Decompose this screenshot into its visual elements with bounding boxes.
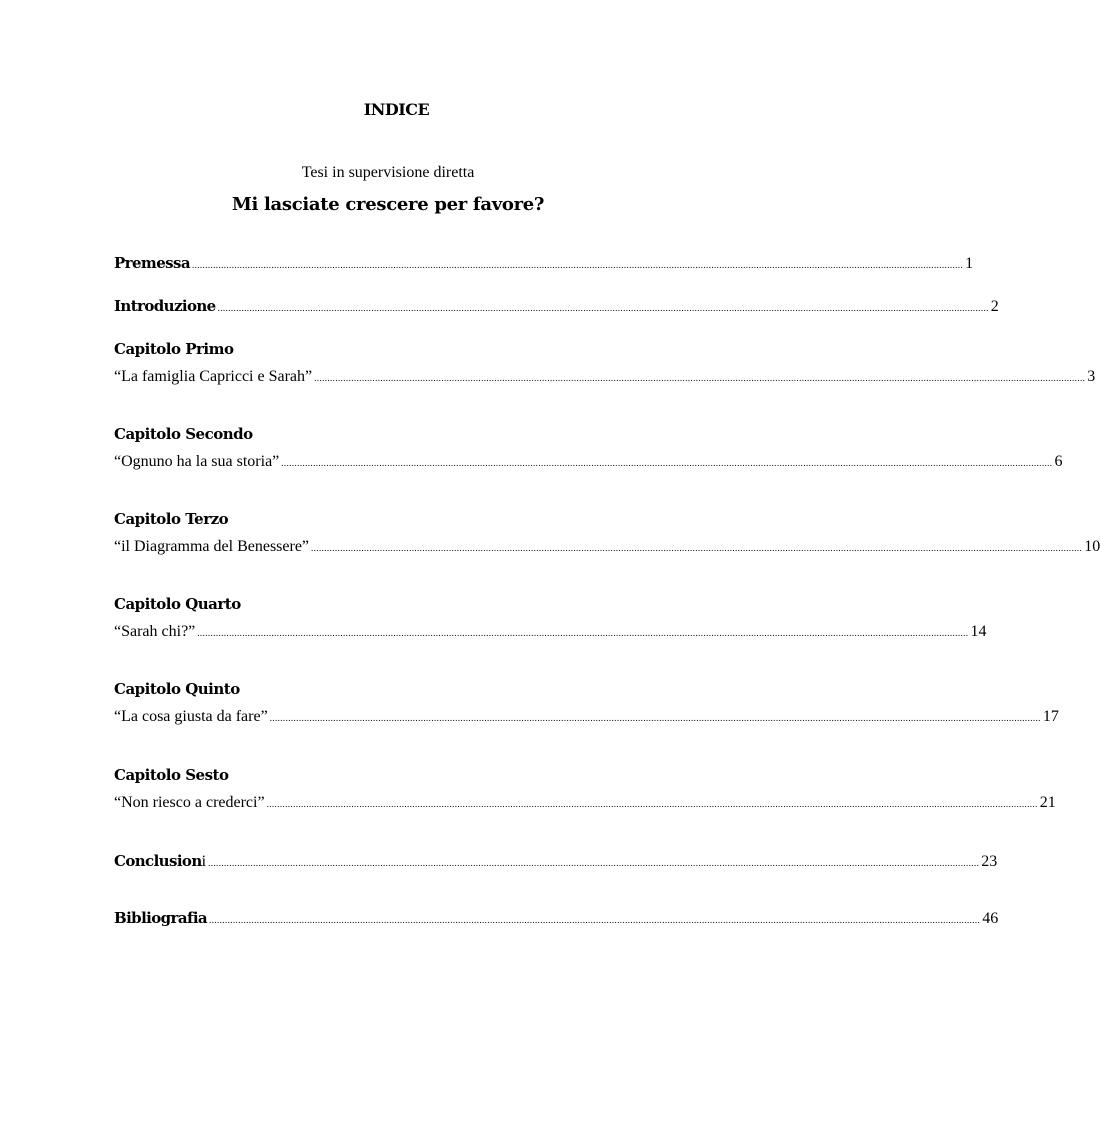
toc-page-number: 1 bbox=[965, 255, 974, 272]
dot-leader: ................................................................................................................................................................................................................................................................................................... bbox=[191, 260, 964, 270]
toc-page-number: 23 bbox=[981, 853, 998, 870]
chapter-heading-secondo: Capitolo Secondo bbox=[114, 425, 253, 443]
toc-entry-label: Introduzione bbox=[114, 297, 216, 315]
dot-leader: ................................................................................................................................................................................................................................................................................................... bbox=[311, 543, 1083, 553]
toc-entry-label: Bibliografia bbox=[114, 909, 208, 927]
dot-leader: ................................................................................................................................................................................................................................................................................................... bbox=[314, 373, 1086, 383]
thesis-subtitle: Tesi in supervisione diretta bbox=[301, 164, 475, 181]
page-title: INDICE bbox=[363, 100, 430, 119]
thesis-title: Mi lasciate crescere per favore? bbox=[231, 194, 545, 215]
toc-entry-chapter-2[interactable] bbox=[114, 453, 1063, 471]
toc-page-number: 10 bbox=[1084, 538, 1100, 555]
dot-leader: ................................................................................................................................................................................................................................................................................................... bbox=[209, 915, 981, 925]
chapter-title: “il Diagramma del Benessere” bbox=[114, 538, 310, 555]
toc-entry-conclusioni[interactable] bbox=[114, 852, 998, 871]
toc-entry-suffix: i bbox=[201, 853, 207, 870]
chapter-title: “Sarah chi?” bbox=[114, 623, 196, 640]
chapter-title: “Non riesco a crederci” bbox=[114, 794, 265, 811]
chapter-heading-terzo: Capitolo Terzo bbox=[114, 510, 229, 528]
chapter-title: “La cosa giusta da fare” bbox=[114, 708, 268, 725]
chapter-heading-primo: Capitolo Primo bbox=[114, 340, 234, 358]
toc-entry-chapter-4[interactable] bbox=[114, 623, 987, 641]
dot-leader: ................................................................................................................................................................................................................................................................................................... bbox=[281, 458, 1053, 468]
toc-entry-label: Premessa bbox=[114, 254, 190, 272]
toc-entry-label: Conclusion bbox=[114, 852, 202, 870]
chapter-heading-quinto: Capitolo Quinto bbox=[114, 680, 240, 698]
dot-leader: ................................................................................................................................................................................................................................................................................................... bbox=[217, 303, 989, 313]
toc-page-number: 2 bbox=[990, 298, 999, 315]
toc-entry-bibliografia[interactable] bbox=[114, 909, 999, 928]
toc-page-number: 17 bbox=[1042, 708, 1059, 725]
toc-entry-chapter-3[interactable] bbox=[114, 538, 1100, 556]
toc-page-number: 14 bbox=[970, 623, 987, 640]
dot-leader: ................................................................................................................................................................................................................................................................................................... bbox=[266, 799, 1038, 809]
toc-entry-introduzione[interactable] bbox=[114, 297, 999, 316]
chapter-heading-quarto: Capitolo Quarto bbox=[114, 595, 241, 613]
toc-page-number: 21 bbox=[1039, 794, 1056, 811]
toc-entry-chapter-5[interactable] bbox=[114, 708, 1059, 726]
toc-entry-chapter-6[interactable] bbox=[114, 794, 1056, 812]
toc-entry-chapter-1[interactable] bbox=[114, 368, 1096, 386]
toc-page-number: 6 bbox=[1054, 453, 1063, 470]
toc-entry-premessa[interactable] bbox=[114, 254, 974, 273]
dot-leader: ................................................................................................................................................................................................................................................................................................... bbox=[197, 628, 969, 638]
chapter-heading-sesto: Capitolo Sesto bbox=[114, 766, 229, 784]
toc-page-number: 3 bbox=[1087, 368, 1096, 385]
dot-leader: ................................................................................................................................................................................................................................................................................................... bbox=[208, 858, 980, 868]
chapter-title: “La famiglia Capricci e Sarah” bbox=[114, 368, 313, 385]
chapter-title: “Ognuno ha la sua storia” bbox=[114, 453, 280, 470]
dot-leader: ................................................................................................................................................................................................................................................................................................... bbox=[269, 713, 1041, 723]
toc-page-number: 46 bbox=[982, 910, 999, 927]
